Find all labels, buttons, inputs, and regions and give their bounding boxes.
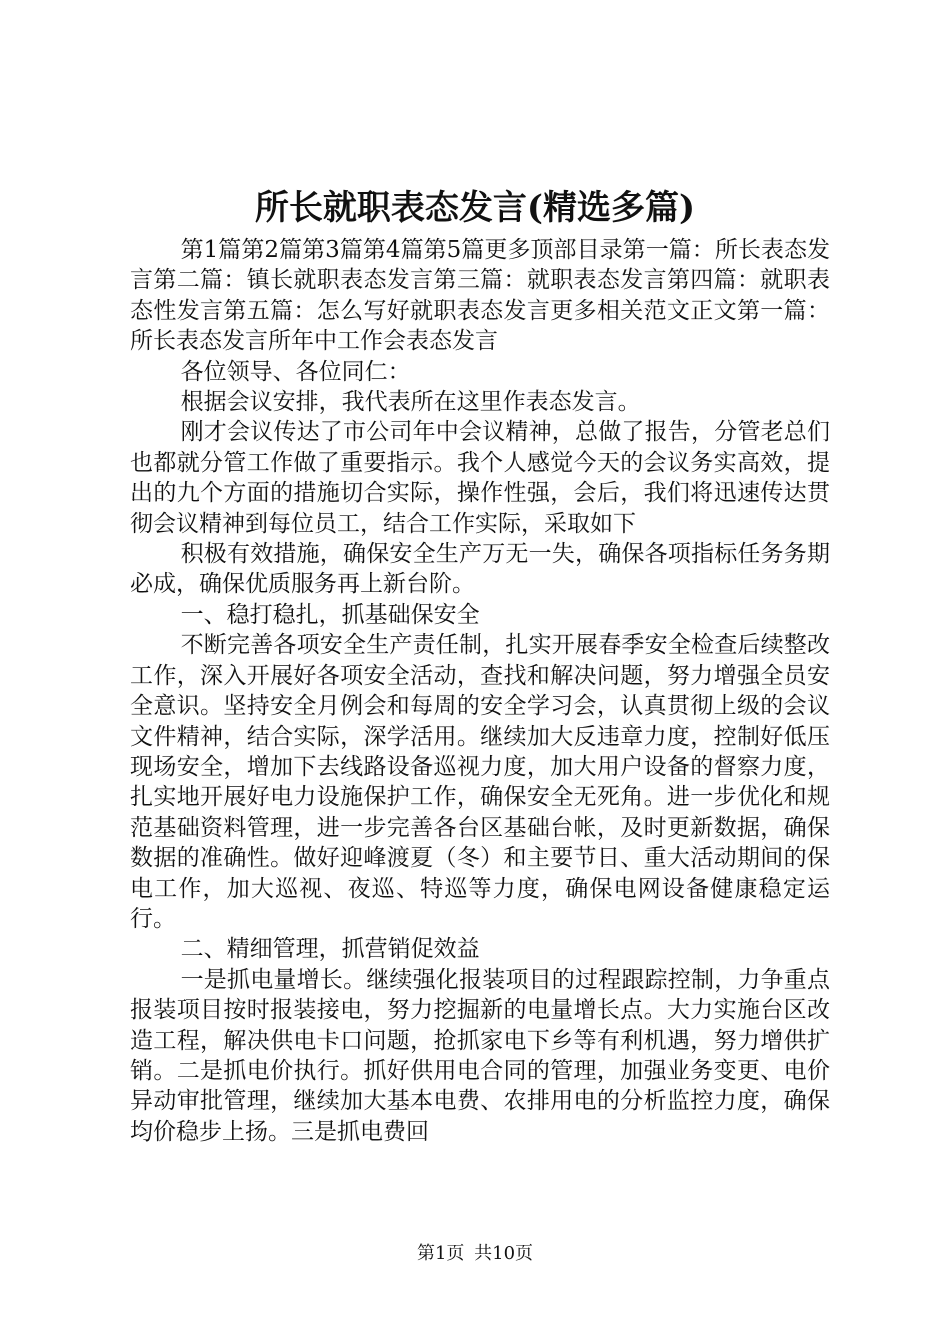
page-number: 第1页 [416, 1243, 465, 1264]
document-body [130, 235, 830, 1147]
page-total: 共10页 [474, 1243, 534, 1264]
paragraph-safety: 不断完善各项安全生产责任制，扎实开展春季安全检查后续整改工作，深入开展好各项安全活动，查找和解决问题，努力增强全员安全意识。坚持安全月例会和每周的安全学习会，认真贯彻上级的会议文件精神，结合实际，深学活用。继续加大反违章力度，控制好低压现场安全，增加下去线路设备巡视力度，加大用户设备的督察力度，扎实地开展好电力设施保护工作，确保安全无死角。进一步优化和规范基础资料管理，进一步完善各台区基础台帐，及时更新数据，确保数据的准确性。做好迎峰渡夏（冬）和主要节日、重大活动期间的保电工作，加大巡视、夜巡、特巡等力度，确保电网设备健康稳定运行。 [130, 632, 830, 932]
document-title: 所长就职表态发言(精选多篇) [254, 188, 696, 228]
paragraph-intro: 根据会议安排，我代表所在这里作表态发言。 [180, 389, 641, 416]
page-footer [0, 1242, 950, 1266]
paragraph-measures: 积极有效措施，确保安全生产万无一失，确保各项指标任务务期必成，确保优质服务再上新台阶。 [130, 541, 830, 598]
section-heading-safety: 一、稳打稳扎，抓基础保安全 [180, 601, 480, 628]
section-heading-marketing: 二、精细管理，抓营销促效益 [180, 936, 480, 963]
paragraph-salutation: 各位领导、各位同仁： [180, 358, 411, 385]
paragraph-table-of-contents: 第1篇第2篇第3篇第4篇第5篇更多顶部目录第一篇：所长表态发言第二篇：镇长就职表态发言第三篇：就职表态发言第四篇：就职表态性发言第五篇：怎么写好就职表态发言更多相关范文正文第一篇：所长表态发言所年中工作会表态发言 [130, 237, 830, 355]
paragraph-marketing: 一是抓电量增长。继续强化报装项目的过程跟踪控制，力争重点报装项目按时报装接电，努力挖掘新的电量增长点。大力实施台区改造工程，解决供电卡口问题，抢抓家电下乡等有利机遇，努力增供扩销。二是抓电价执行。抓好供用电合同的管理，加强业务变更、电价异动审批管理，继续加大基本电费、农排用电的分析监控力度，确保均价稳步上扬。三是抓电费回 [130, 966, 830, 1145]
paragraph-meeting-summary: 刚才会议传达了市公司年中会议精神，总做了报告，分管老总们也都就分管工作做了重要指示。我个人感觉今天的会议务实高效，提出的九个方面的措施切合实际，操作性强，会后，我们将迅速传达贯彻会议精神到每位员工，结合工作实际，采取如下 [130, 419, 830, 537]
